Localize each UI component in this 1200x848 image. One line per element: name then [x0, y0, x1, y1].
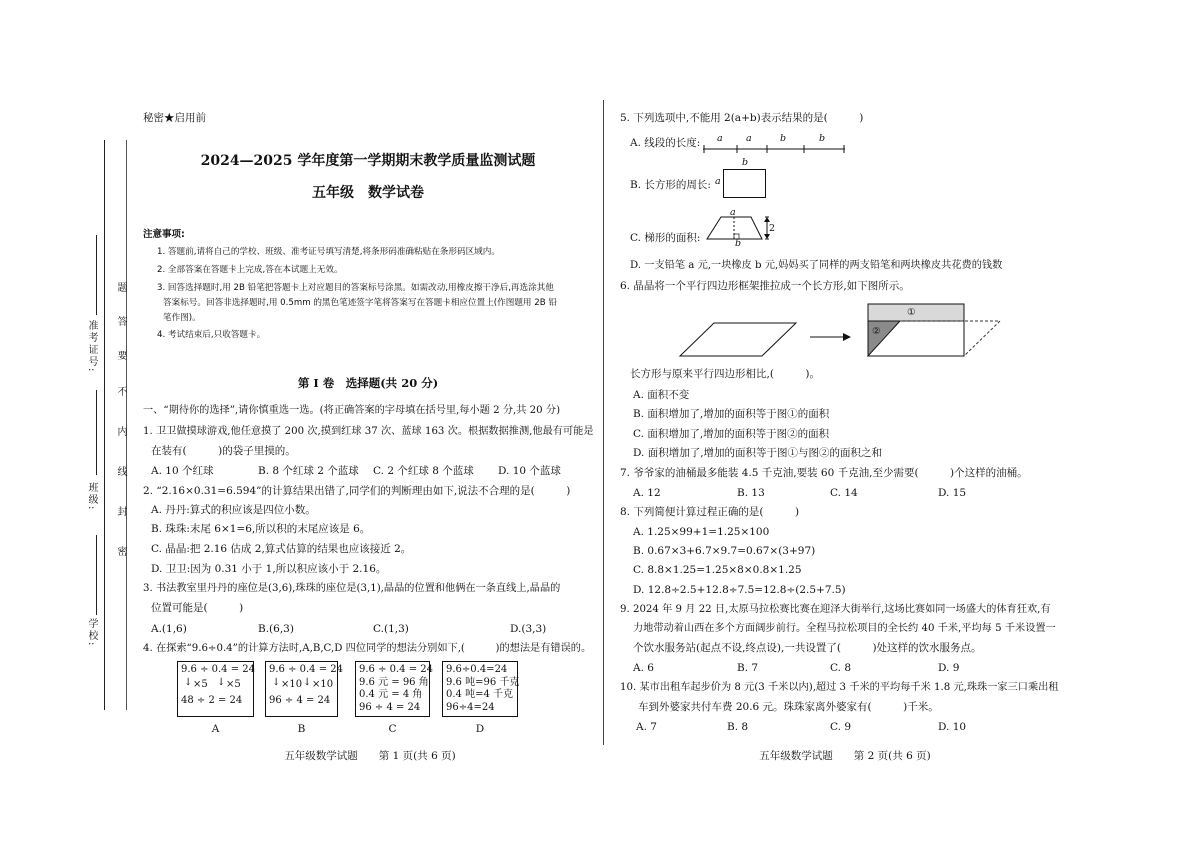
q4-a-top: 9.6 ÷ 0.4 = 24	[181, 664, 256, 675]
q4-a-mult2: ×5	[226, 678, 241, 690]
binding-line-outer	[104, 140, 105, 710]
q9-stem-cont: 力地带动着山西在多个方面阔步前行。全程马拉松项目的全长约 40 千米,平均每 5 千米设置一	[633, 623, 1056, 634]
segment-label: b	[819, 133, 826, 144]
q8-stem: 8. 下列简便计算过程正确的是( )	[620, 506, 800, 518]
q7-option-a: A. 12	[633, 487, 661, 499]
q10-stem-cont: 车到外婆家共付车费 20.6 元。珠珠家离外婆家有( )千米。	[638, 701, 939, 713]
q8-option-b: B. 0.67×3+6.7×9.7=0.67×(3+97)	[633, 545, 816, 557]
q1-option-a: A. 10 个红球	[151, 465, 214, 477]
q9-stem: 9. 2024 年 9 月 22 日,太原马拉松赛比赛在迎泽大街举行,这场比赛如同一场盛大的体育狂欢,有	[620, 604, 1051, 615]
seal-char: 密	[115, 546, 126, 558]
seal-char: 内	[115, 426, 126, 438]
rectangle-diagram	[723, 169, 766, 198]
q4-c-line: 9.6 元 = 96 角	[359, 676, 429, 688]
q7-option-d: D. 15	[938, 487, 967, 499]
rect-top-label: b	[742, 157, 749, 168]
region-2-label: ②	[872, 326, 881, 337]
q4-d-line: 0.4 吨=4 千克	[446, 689, 514, 700]
q5-option-a-text: A. 线段的长度:	[630, 137, 701, 149]
q4-label-d: D	[475, 723, 485, 735]
q6-option-d: D. 面积增加了,增加的面积等于图①与图②的面积之和	[633, 447, 883, 459]
arrow-down-icon: ↓	[303, 676, 312, 688]
q9-option-b: B. 7	[737, 662, 759, 674]
q1-stem: 1. 卫卫做摸球游戏,他任意摸了 200 次,摸到红球 37 次、蓝球 163 次。根据数据推测,他最有可能是	[143, 426, 594, 437]
q10-option-d: D. 10	[938, 721, 967, 733]
q9-option-c: C. 8	[830, 662, 852, 674]
q1-option-d: D. 10 个蓝球	[498, 465, 561, 477]
secret-label: 秘密★启用前	[143, 112, 206, 124]
q9-option-a: A. 6	[633, 662, 654, 674]
q4-label-c: C	[388, 723, 397, 735]
q6-stem: 6. 晶晶将一个平行四边形框架推拉成一个长方形,如下图所示。	[620, 280, 910, 292]
note-item: 笔作图)。	[163, 313, 201, 323]
q3-option-a: A.(1,6)	[151, 623, 187, 635]
arrow-down-icon: ↓	[184, 676, 193, 688]
q4-d-line: 9.6 吨=96 千克	[446, 676, 520, 688]
note-item: 3. 回答选择题时,用 2B 铅笔把答题卡上对应题目的答案标号涂黑。如需改动,用橡皮擦干净后,再选涂其他	[157, 283, 554, 293]
q3-option-c: C.(1,3)	[373, 623, 409, 635]
footer-right: 五年级数学试题 第 2 页(共 6 页)	[759, 750, 931, 762]
q4-label-a: A	[211, 723, 220, 735]
trapezoid-bottom-label: b	[735, 238, 742, 249]
footer-left: 五年级数学试题 第 1 页(共 6 页)	[284, 750, 456, 762]
q1-stem-cont: 在装有( )的袋子里摸的。	[151, 445, 296, 457]
q4-label-b: B	[297, 723, 306, 735]
q6-option-b: B. 面积增加了,增加的面积等于图①的面积	[633, 408, 830, 420]
q5-option-c-text: C. 梯形的面积:	[630, 232, 701, 244]
q4-d-line: 9.6÷0.4=24	[446, 664, 508, 675]
class-underline	[96, 390, 97, 475]
q8-option-d: D. 12.8÷2.5+12.8÷7.5=12.8÷(2.5+7.5)	[633, 584, 846, 596]
q10-stem: 10. 某市出租车起步价为 8 元(3 千米以内),超过 3 千米的平均每千米 1.8 元,珠珠一家三口乘出租	[620, 682, 1059, 693]
q4-b-mult1: ×10	[281, 678, 303, 690]
q10-option-a: A. 7	[636, 721, 657, 733]
q3-option-d: D.(3,3)	[510, 623, 547, 635]
q2-option-c: C. 晶晶:把 2.16 估成 2,算式估算的结果也应该接近 2。	[151, 543, 412, 555]
arrow-down-icon: ↓	[272, 676, 281, 688]
q4-a-bottom: 48 ÷ 2 = 24	[181, 694, 243, 706]
q1-option-c: C. 2 个红球 8 个蓝球	[373, 465, 474, 477]
q4-box-d	[442, 661, 518, 717]
q9-option-d: D. 9	[938, 662, 960, 674]
note-item: 2. 全部答案在答题卡上完成,答在本试题上无效。	[157, 265, 343, 275]
segment-label: a	[746, 133, 752, 144]
q7-option-b: B. 13	[737, 487, 765, 499]
q6-option-c: C. 面积增加了,增加的面积等于图②的面积	[633, 428, 830, 440]
seal-char: 线	[115, 466, 126, 478]
page-divider	[603, 100, 604, 745]
notes-heading: 注意事项:	[143, 229, 185, 240]
note-item: 4. 考试结束后,只收答题卡。	[157, 330, 266, 340]
school-underline	[96, 535, 97, 615]
q4-c-line: 0.4 元 = 4 角	[359, 689, 423, 700]
q8-option-c: C. 8.8×1.25=1.25×8×0.8×1.25	[633, 564, 802, 576]
q2-option-b: B. 珠珠:末尾 6×1=6,所以积的末尾应该是 6。	[151, 523, 371, 535]
q8-option-a: A. 1.25×99+1=1.25×100	[633, 526, 770, 538]
q9-stem-cont2: 个饮水服务站(起点不设,终点设),一共设置了( )处这样的饮水服务点。	[633, 642, 982, 654]
q4-box-a	[177, 661, 254, 717]
class-label: 班级:	[86, 482, 97, 512]
q4-a-mult1: ×5	[193, 678, 208, 690]
segment-label: b	[780, 133, 787, 144]
q2-stem: 2. “2.16×0.31=6.594”的计算结果出错了,同学们的判断理由如下,说法不合理的是( )	[143, 485, 571, 497]
binding-line-dashed	[126, 140, 127, 710]
seal-char: 不	[115, 386, 126, 398]
arrow-down-icon: ↓	[217, 676, 226, 688]
q4-d-line: 96÷4=24	[446, 701, 495, 713]
seal-char: 题	[115, 282, 126, 294]
q7-option-c: C. 14	[830, 487, 858, 499]
note-item: 答案标号。回答非选择题时,用 0.5mm 的黑色笔迹签字笔将答案写在答题卡相应位置上(作图题用 2B 铅	[163, 298, 557, 308]
q4-box-c	[355, 661, 434, 717]
note-item: 1. 答题前,请将自己的学校、班级、准考证号填写清楚,将条形码准确粘贴在条形码区域内。	[157, 247, 500, 257]
q5-stem: 5. 下列选项中,不能用 2(a+b)表示结果的是( )	[620, 112, 864, 124]
q4-stem: 4. 在探索“9.6÷0.4”的计算方法时,A,B,C,D 四位同学的想法分别如下,( )的想法是有错误的。	[143, 643, 592, 654]
q2-option-d: D. 卫卫:因为 0.31 小于 1,所以积应该小于 2.16。	[151, 563, 387, 575]
q5-option-b-text: B. 长方形的周长:	[630, 179, 711, 191]
segment-label: a	[717, 133, 723, 144]
exam-subtitle: 五年级 数学试卷	[312, 185, 424, 201]
q4-c-line: 96 ÷ 4 = 24	[359, 701, 421, 713]
seal-char: 封	[115, 506, 126, 518]
section-intro: 一、“期待你的选择”,请你慎重选一选。(将正确答案的字母填在括号里,每小题 2 分,共 20 分)	[143, 405, 561, 416]
q10-option-b: B. 8	[727, 721, 749, 733]
parallelogram-rectangle-diagram	[670, 298, 1045, 360]
seal-char: 要	[115, 350, 126, 362]
q6-option-a: A. 面积不变	[633, 389, 690, 401]
q4-b-top: 9.6 ÷ 0.4 = 24	[269, 664, 344, 675]
exam-title: 2024—2025 学年度第一学期期末教学质量监测试题	[200, 153, 536, 169]
q4-box-b	[265, 661, 344, 717]
q7-stem: 7. 爷爷家的油桶最多能装 4.5 千克油,要装 60 千克油,至少需要( )个这样的油桶。	[620, 467, 1028, 479]
q10-option-c: C. 9	[830, 721, 852, 733]
seal-char: 答	[115, 316, 126, 328]
region-1-label: ①	[907, 307, 916, 318]
q3-stem: 3. 书法教室里丹丹的座位是(3,6),珠珠的座位是(3,1),晶晶的位置和他俩在一条直线上,晶晶的	[143, 583, 561, 594]
exam-number-underline	[96, 235, 97, 315]
rect-side-label: a	[715, 176, 721, 187]
q6-question: 长方形与原来平行四边形相比,( )。	[630, 368, 821, 380]
q4-c-line: 9.6 ÷ 0.4 = 24	[359, 664, 434, 675]
school-label: 学校:	[86, 618, 97, 648]
trapezoid-top-label: a	[730, 207, 736, 218]
q5-option-d: D. 一支铅笔 a 元,一块橡皮 b 元,妈妈买了同样的两支铅笔和两块橡皮共花费的钱数	[630, 260, 1003, 271]
section-title: 第 Ⅰ 卷 选择题(共 20 分)	[297, 376, 439, 390]
q3-stem-cont: 位置可能是( )	[151, 602, 244, 614]
q4-b-bottom: 96 ÷ 4 = 24	[269, 694, 331, 706]
trapezoid-height-label: 2	[769, 223, 776, 234]
q3-option-b: B.(6,3)	[258, 623, 294, 635]
q4-b-mult2: ×10	[312, 678, 334, 690]
trapezoid-diagram	[706, 215, 796, 245]
segment-diagram	[703, 140, 848, 154]
q1-option-b: B. 8 个红球 2 个蓝球	[258, 465, 359, 477]
exam-number-label: 准考证号:	[86, 320, 97, 374]
q2-option-a: A. 丹丹:算式的积应该是四位小数。	[151, 504, 316, 516]
